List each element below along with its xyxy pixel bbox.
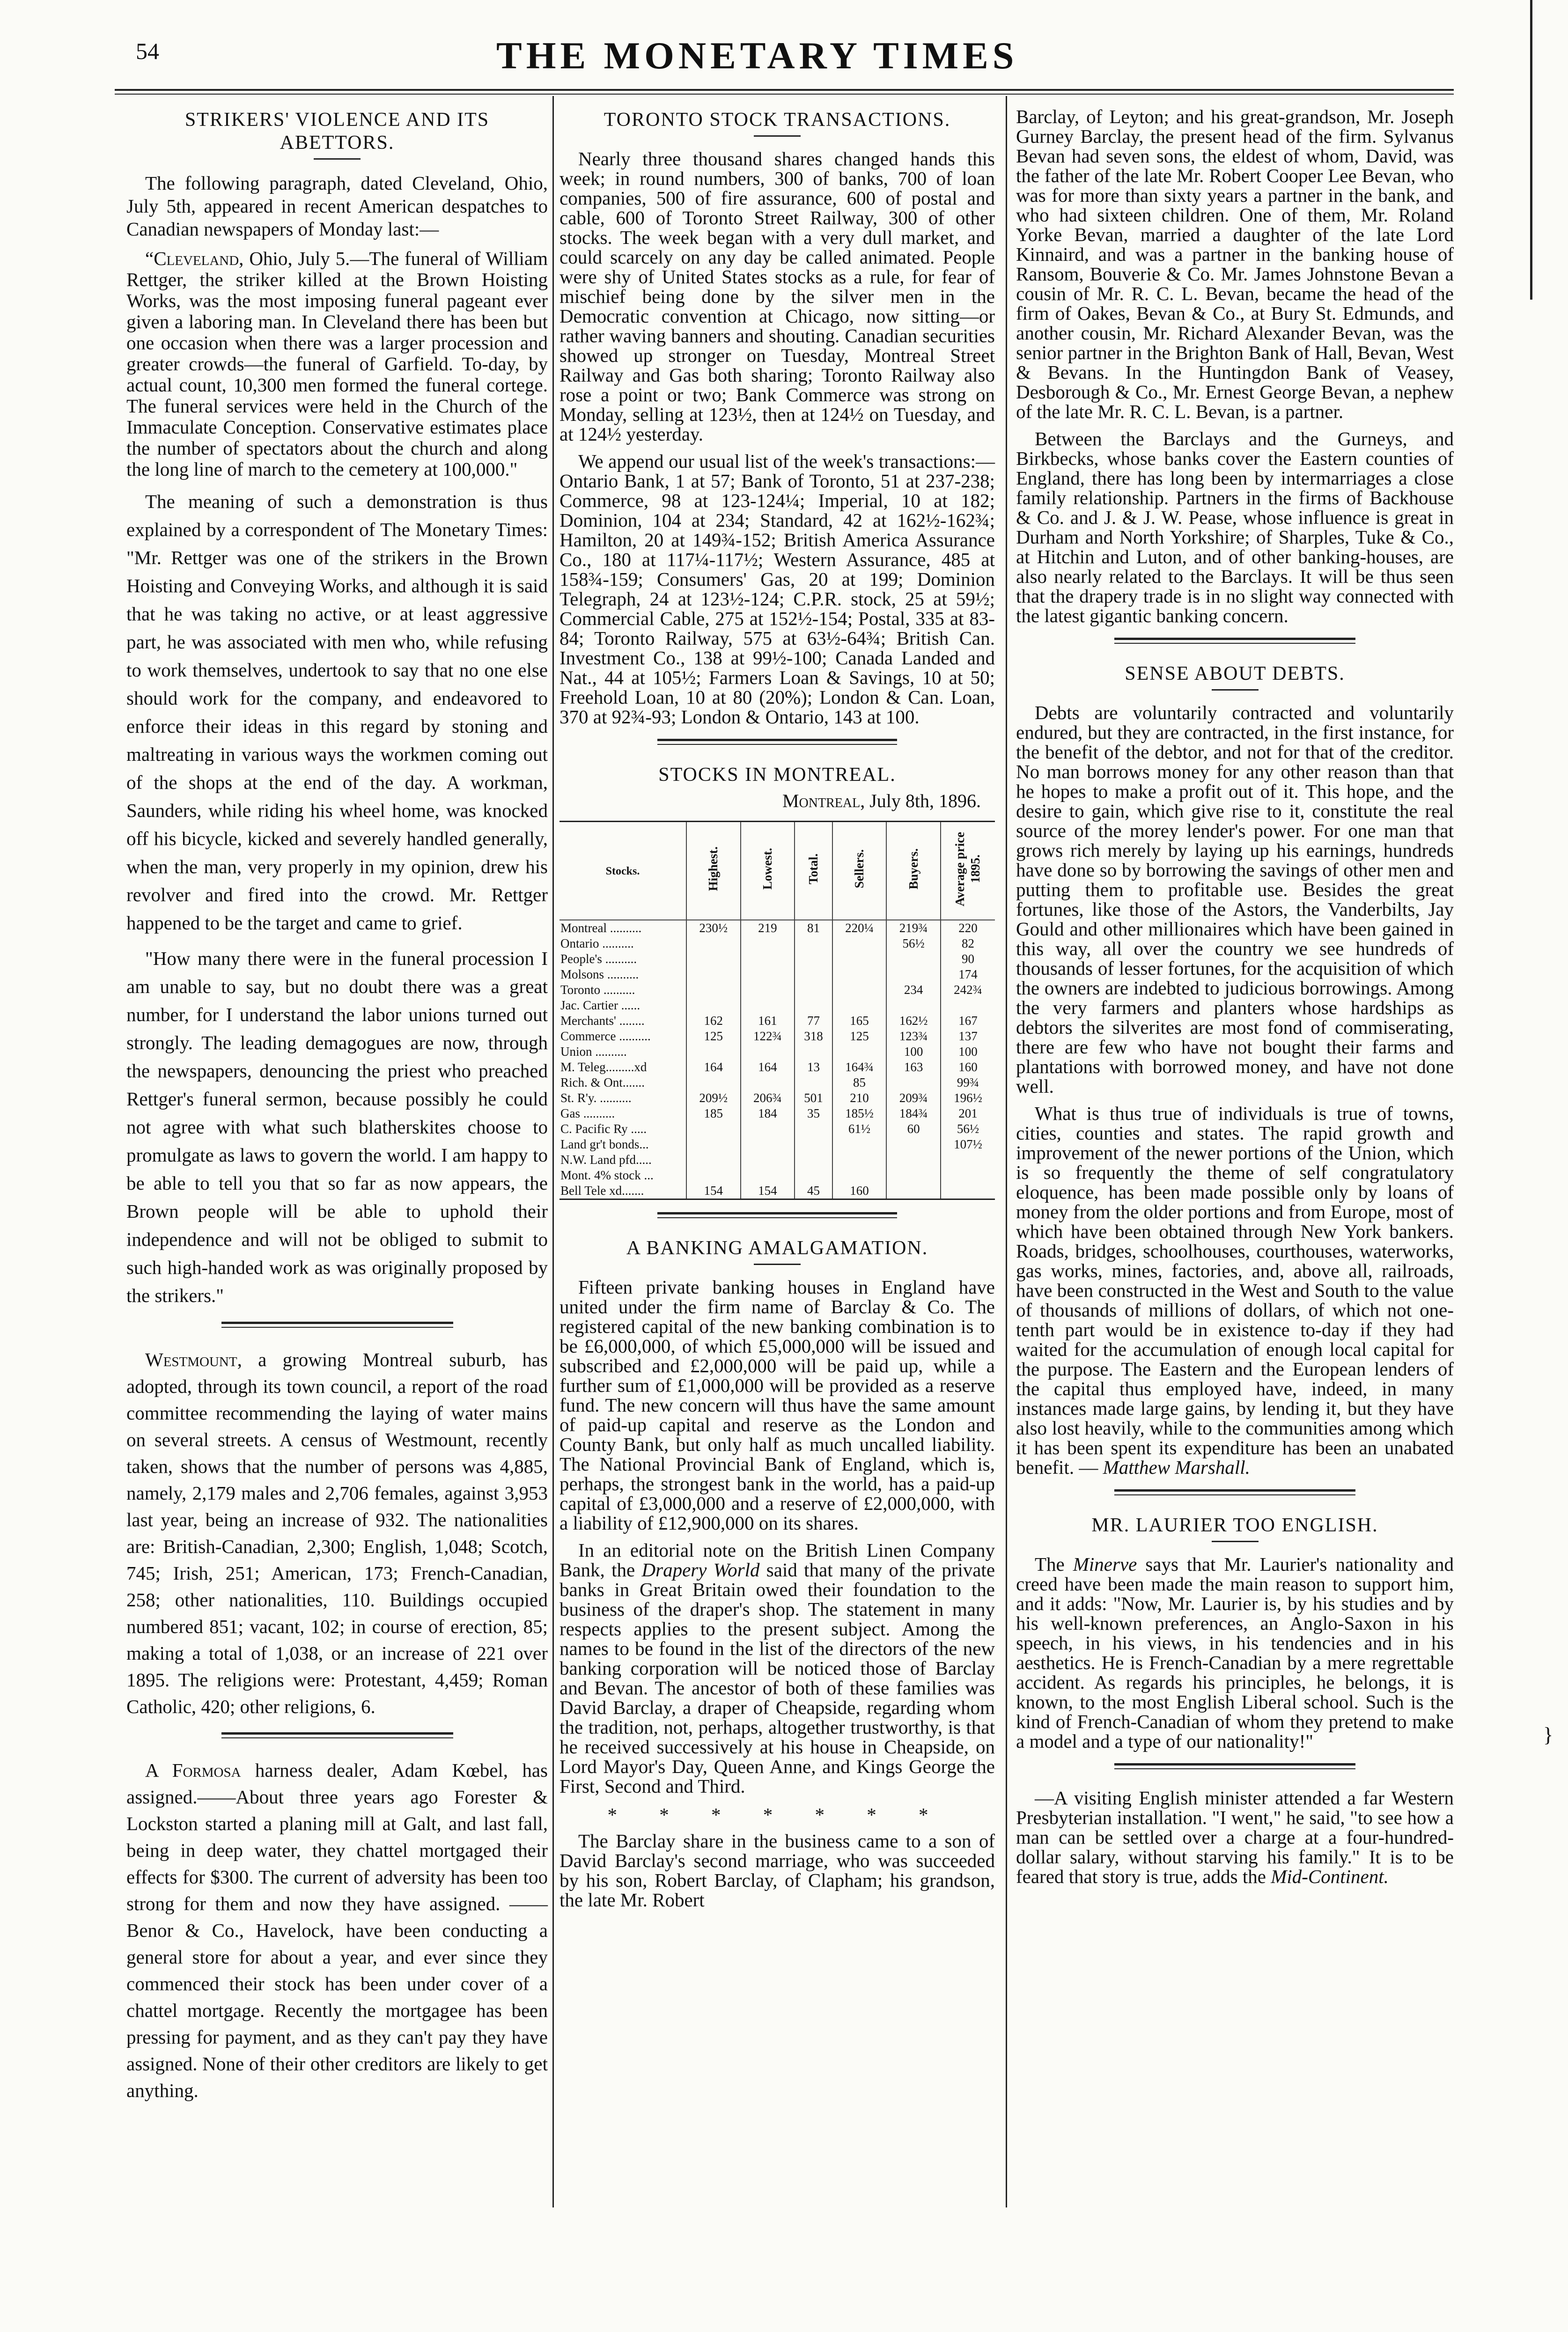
- table-row: [559, 1168, 995, 1183]
- table-cell: 160: [832, 1183, 887, 1199]
- table-cell: 107½: [941, 1137, 995, 1152]
- montreal-dateline: [559, 789, 981, 812]
- table-row: [559, 1183, 995, 1199]
- table-cell: [795, 936, 832, 951]
- barclay-continuation: Barclay, of Leyton; and his great-grandson, Mr. Joseph Gurney Barclay, the present head of the firm. Sylvanus Bevan had seven sons, the eldest of whom, David, was the father of the late Mr. Robert Cooper Lee Bevan, who was for more than sixty years a partner in the bank, and who had sixteen children. One of them, Mr. Roland Yorke Bevan, married a daughter of the late Lord Kinnaird, and was a partner in the banking house of Ransom, Bouverie & Co. Mr. James Johnstone Bevan a cousin of Mr. R. C. L. Bevan, became the head of the firm of Oakes, Bevan & Co., at Bury St. Edmunds, and another cousin, Mr. Richard Alexander Bevan, was the senior partner in the Brighton Bank of Hall, Bevan, West & Bevans. In the Huntingdon Bank of Veasey, Desborough & Co., Mr. Ernest George Bevan, a nephew of the late Mr. R. C. L. Bevan, is a partner.: [1016, 106, 1454, 422]
- table-cell: [741, 1137, 795, 1152]
- table-cell: 185: [686, 1106, 741, 1121]
- table-row: [559, 1059, 995, 1075]
- table-cell: 209¾: [886, 1090, 941, 1106]
- masthead-rule-bottom: [115, 94, 1454, 95]
- montreal-date: July 8th, 1896.: [869, 790, 981, 811]
- table-cell: 501: [795, 1090, 832, 1106]
- stock-name-cell: Bell Tele xd.......: [560, 1184, 644, 1198]
- formosa-lead: A Formosa: [145, 1759, 241, 1781]
- section-divider: [1114, 1489, 1355, 1495]
- table-cell: 154: [686, 1183, 741, 1199]
- table-cell: 164: [741, 1059, 795, 1075]
- table-cell: [886, 1075, 941, 1090]
- table-cell: [941, 1152, 995, 1168]
- column-rule-2: [1006, 96, 1007, 2207]
- section-stars: * * * * * * *: [607, 1804, 947, 1825]
- table-cell: [832, 1137, 887, 1152]
- table-cell: 196½: [941, 1090, 995, 1106]
- toronto-paragraph-1: Nearly three thousand shares changed hands this week; in round numbers, 300 of banks, 700 of loan companies, 500 of fire assurance, 600 of postal and cable, 600 of Toronto Street Railway, 300 of other stocks. The week began with a very dull market, and could scarcely on any day be called animated. People were shy of United States stocks as a rule, for fear of mischief being done by the silver men in the Democratic convention at Chicago, now sitting—or rather waving banners and shouting. Canadian securities showed up stronger on Tuesday, Montreal Street Railway and Gas both sharing; Toronto Railway also rose a point or two; Bank Commerce was strong on Monday, selling at 123½, then at 124½ on Tuesday, and at 124½ yesterday.: [559, 148, 995, 445]
- table-cell: [686, 1075, 741, 1090]
- section-divider: [221, 1322, 453, 1328]
- table-cell: 184¾: [886, 1106, 941, 1121]
- section-divider: [1114, 1763, 1355, 1769]
- table-cell: [795, 1152, 832, 1168]
- table-cell: 163: [886, 1059, 941, 1075]
- montreal-heading: STOCKS IN MONTREAL.: [658, 764, 896, 786]
- heading-dash: [1212, 1541, 1259, 1542]
- table-cell: 61½: [832, 1121, 887, 1137]
- column-rule-1: [552, 96, 554, 2207]
- table-cell: 45: [795, 1183, 832, 1199]
- stock-name-cell: Commerce ..........: [560, 1029, 651, 1043]
- stock-name-cell: People's ..........: [560, 952, 637, 966]
- montreal-dateline-lead: Montreal,: [782, 790, 865, 811]
- table-body: [559, 920, 995, 1199]
- table-cell: 161: [741, 1013, 795, 1029]
- table-header-row: [559, 822, 995, 920]
- table-row: [559, 1121, 995, 1137]
- stock-name-cell: Montreal ..........: [560, 921, 642, 935]
- table-cell: 56½: [886, 936, 941, 951]
- table-cell: 242¾: [941, 982, 995, 998]
- table-cell: [795, 1168, 832, 1183]
- table-cell: [832, 1044, 887, 1059]
- table-row: [559, 1106, 995, 1121]
- table-cell: 35: [795, 1106, 832, 1121]
- table-row: [559, 951, 995, 967]
- table-cell: 220: [941, 920, 995, 936]
- table-header-cell: [559, 822, 686, 920]
- table-cell: [795, 967, 832, 982]
- table-header-label: Highest.: [706, 846, 721, 891]
- table-cell: 174: [941, 967, 995, 982]
- minister-paragraph-text: —A visiting English minister attended a far Western Presbyterian installation. "I went," he said, "to see how a man can be settled over a charge at a four-hundred-dollar salary, without starving his family." It is to be feared that story is true, adds the: [1016, 1787, 1454, 1887]
- drapery-world-title: Drapery World: [641, 1559, 760, 1581]
- toronto-paragraph-2: We append our usual list of the week's transactions:—Ontario Bank, 1 at 57; Bank of Toronto, 51 at 237-238; Commerce, 98 at 123-124¼; Imperial, 10 at 182; Dominion, 104 at 234; Standard, 42 at 162½-162¾; Hamilton, 20 at 149¾-152; British America Assurance Co., 180 at 117¼-117½; Western Assurance, 485 at 158¾-159; Consumers' Gas, 20 at 199; Dominion Telegraph, 24 at 123½-124; C.P.R. stock, 25 at 59½; Commercial Cable, 275 at 152½-154; Postal, 335 at 83-84; Toronto Railway, 575 at 63½-64¾; British Can. Investment Co., 138 at 99½-100; Canada Landed and Nat., 44 at 105½; Farmers Loan & Savings, 10 at 50; Freehold Loan, 10 at 80 (20%); London & Can. Loan, 370 at 92¾-93; London & Ontario, 143 at 100.: [559, 450, 995, 728]
- strikers-paragraph-1: The following paragraph, dated Cleveland, Ohio, July 5th, appeared in recent American despatches to Canadian newspapers of Monday last:—: [126, 172, 548, 240]
- table-cell: 125: [832, 1029, 887, 1044]
- table-cell: [686, 967, 741, 982]
- table-cell: [686, 1137, 741, 1152]
- banking-paragraph-3: The Barclay share in the business came to a son of David Barclay's second marriage, who was succeeded by his son, Robert Barclay, of Clapham; his grandson, the late Mr. Robert: [559, 1830, 995, 1911]
- table-cell: [741, 1121, 795, 1137]
- table-cell: 100: [941, 1044, 995, 1059]
- table-cell: [795, 998, 832, 1013]
- formosa-paragraph: [126, 1757, 548, 2104]
- table-cell: [886, 967, 941, 982]
- table-row: [559, 1152, 995, 1168]
- debts-paragraph-2-text: What is thus true of individuals is true of towns, cities, counties and states. The rapid growth and improvement of the newer portions of the Union, which is so frequently the theme of self congratulatory eloquence, has been made possible only by loans of money from the older portions and from Europe, most of which have been obtained through New York bankers. Roads, bridges, schoolhouses, courthouses, waterworks, gas works, mines, factories, and, above all, railroads, have been constructed in the West and South to the value of thousands of millions of dollars, of which not one-tenth part would be in existence to-day if they had waited for the accumulation of enough local capital for the purpose. The Eastern and the European lenders of the capital thus employed have, indeed, in many instances made large gains, by lending it, but they have also lost heavily, while to the communities among which it has been spent its expenditure has been an unabated benefit. —: [1016, 1103, 1454, 1478]
- debts-paragraph-2: [1016, 1103, 1454, 1477]
- stock-name-cell: Mont. 4% stock ...: [560, 1168, 654, 1182]
- stock-name-cell: St. R'y. ..........: [560, 1091, 632, 1105]
- stock-name-cell: Merchants' ........: [560, 1014, 645, 1028]
- dateline-lead: Cleveland,: [154, 248, 244, 269]
- table-cell: 82: [941, 936, 995, 951]
- table-row: [559, 1075, 995, 1090]
- table-cell: [886, 1137, 941, 1152]
- westmount-paragraph: [126, 1346, 548, 1720]
- table-cell: 318: [795, 1029, 832, 1044]
- table-cell: [795, 1137, 832, 1152]
- table-cell: [686, 1044, 741, 1059]
- table-cell: [941, 998, 995, 1013]
- table-cell: [686, 998, 741, 1013]
- table-cell: 122¾: [741, 1029, 795, 1044]
- table-cell: 85: [832, 1075, 887, 1090]
- stock-name-cell: Rich. & Ont.......: [560, 1075, 645, 1089]
- laurier-paragraph-start: The: [1035, 1553, 1065, 1575]
- table-cell: [795, 1075, 832, 1090]
- table-header-cell: [795, 822, 832, 920]
- table-cell: 164: [686, 1059, 741, 1075]
- table-cell: 77: [795, 1013, 832, 1029]
- binding-edge: [1530, 0, 1532, 300]
- stock-name-cell: M. Teleg.........xd: [560, 1060, 647, 1074]
- stock-name-cell: C. Pacific Ry .....: [560, 1122, 647, 1136]
- table-cell: [832, 1152, 887, 1168]
- table-cell: 219¾: [886, 920, 941, 936]
- table-cell: 219: [741, 920, 795, 936]
- table-cell: 185½: [832, 1106, 887, 1121]
- table-cell: 160: [941, 1059, 995, 1075]
- table-header-label: Average price 1895.: [953, 831, 983, 906]
- banking-paragraph-2-start: In an editorial note on the British Linen Company Bank, the: [559, 1539, 995, 1581]
- table-row: [559, 967, 995, 982]
- table-cell: 201: [941, 1106, 995, 1121]
- debts-heading: SENSE ABOUT DEBTS.: [1125, 663, 1345, 684]
- table-header-cell: [686, 822, 741, 920]
- table-row: [559, 982, 995, 998]
- table-cell: 90: [941, 951, 995, 967]
- page-number: 54: [136, 38, 159, 64]
- column-2: [559, 107, 995, 1917]
- table-header-label: Sellers.: [852, 849, 867, 889]
- strikers-paragraph-3: The meaning of such a demonstration is thus explained by a correspondent of The Monetary Times: "Mr. Rettger was one of the strikers in the Brown Hoisting and Conveying Works, and although it is said that he was taking no active, or at least aggressive part, he was associated with men who, while refusing to work themselves, undertook to say that no one else should work for the company, and endeavored to enforce their ideas in this regard by stoning and maltreating in various ways the workmen coming out of the shops at the end of the day. A workman, Saunders, while riding his wheel home, was knocked off his bicycle, kicked and severely handled generally, when the man, very properly in my opinion, drew his revolver and fired into the crowd. Mr. Rettger happened to be the target and came to grief.: [126, 491, 548, 934]
- table-cell: 125: [686, 1029, 741, 1044]
- table-cell: [686, 1121, 741, 1137]
- laurier-paragraph-end: says that Mr. Laurier's nationality and creed have been made the main reason to support him, and it adds: "Now, Mr. Laurier is, by his studies and by his well-known preferences, an Anglo-Saxon in his speech, in his views, in his tendencies and in his aesthetics. He is French-Canadian by a mere regrettable accident. As regards his principles, he belongs, it is known, to the most English Liberal school. Such is the kind of French-Canadian of whom they pretend to make a model and a type of our nationality!": [1016, 1553, 1454, 1752]
- table-cell: [686, 982, 741, 998]
- banking-paragraph-2: [559, 1540, 995, 1796]
- table-header-cell: [741, 822, 795, 920]
- mid-continent-title: Mid-Continent.: [1271, 1866, 1389, 1887]
- heading-dash: [1212, 689, 1259, 691]
- table-header-cell: [886, 822, 941, 920]
- table-cell: [886, 1168, 941, 1183]
- table-cell: 167: [941, 1013, 995, 1029]
- stock-name-cell: Gas ..........: [560, 1106, 615, 1120]
- strikers-paragraph-2: “Cleveland, Ohio, July 5.—The funeral of William Rettger, the striker killed at the Brown Hoisting Works, was the most imposing funeral pageant ever given a laboring man. In Cleveland there has been but one occasion when there was a larger procession and greater crowds—the funeral of Garfield. To-day, by actual count, 10,300 men formed the funeral cortege. The funeral services were held in the Church of the Immaculate Conception. Conservative estimates place the number of spectators about the church and along the long line of march to the cemetery at 100,000.": [126, 248, 548, 480]
- table-cell: [795, 1121, 832, 1137]
- table-cell: [832, 1168, 887, 1183]
- table-cell: [795, 951, 832, 967]
- table-cell: 60: [886, 1121, 941, 1137]
- table-cell: [886, 1183, 941, 1199]
- stock-name-cell: Molsons ..........: [560, 967, 639, 981]
- minister-paragraph: [1016, 1788, 1454, 1886]
- table-cell: [741, 1075, 795, 1090]
- table-row: [559, 936, 995, 951]
- table-cell: 56½: [941, 1121, 995, 1137]
- table-header-cell: [832, 822, 887, 920]
- table-cell: 234: [886, 982, 941, 998]
- table-cell: 162½: [886, 1013, 941, 1029]
- table-cell: [886, 951, 941, 967]
- table-cell: 209½: [686, 1090, 741, 1106]
- table-cell: 210: [832, 1090, 887, 1106]
- strikers-paragraph-4: "How many there were in the funeral procession I am unable to say, but no doubt there was a great number, for I understand the labor unions turned out strongly. The leading demagogues are now, through the newspapers, denouncing the priest who preached Rettger's funeral sermon, because possibly he could not agree with what such blatherskites choose to promulgate as laws to govern the world. I am happy to be able to tell you that so far as now appears, the Brown people will be able to uphold their independence and will not be obliged to submit to such high-handed work as was originally proposed by the strikers.": [126, 948, 548, 1306]
- heading-dash: [314, 158, 361, 160]
- table-row: [559, 1090, 995, 1106]
- table-row: [559, 1044, 995, 1059]
- table-cell: [832, 998, 887, 1013]
- section-divider: [657, 739, 897, 745]
- stock-name-cell: N.W. Land pfd.....: [560, 1153, 652, 1167]
- banking-paragraph-1: Fifteen private banking houses in England have united under the firm name of Barclay & Co. The registered capital of the new banking combination is to be £6,000,000, of which £5,000,000 will be issued and subscribed and £2,000,000 will be paid up, while a further sum of £1,000,000 will be provided as a reserve fund. The new concern will thus have the same amount of paid-up capital and reserve as the London and County Bank, but only half as much uncalled liability. The National Provincial Bank of England, which is, perhaps, the strongest bank in the world, has a paid-up capital of £3,000,000 and a reserve of £2,000,000, with a liability of £12,900,000 on its shares.: [559, 1276, 995, 1534]
- section-divider: [657, 1212, 897, 1218]
- laurier-heading: MR. LAURIER TOO ENGLISH.: [1091, 1515, 1378, 1536]
- section-divider: [221, 1732, 453, 1738]
- montreal-stocks-table: [559, 821, 995, 1200]
- laurier-paragraph: [1016, 1554, 1454, 1751]
- table-header-label: Lowest.: [760, 848, 774, 890]
- strikers-paragraph-2-text: Ohio, July 5.—The funeral of William Rettger, the striker killed at the Brown Hoisting Works, was the most imposing funeral pageant ever given a laboring man. In Cleveland there has been but one occasion when there was a larger procession and greater crowds—the funeral of Garfield. To-day, by actual count, 10,300 men formed the funeral cortege. The funeral services were held in the Church of the Immaculate Conception. Conservative estimates place the number of spectators about the church and along the long line of march to the cemetery at 100,000.": [126, 248, 548, 480]
- column-3: [1016, 107, 1454, 1894]
- debts-paragraph-1: Debts are voluntarily contracted and voluntarily endured, but they are contracted, in the first instance, for the benefit of the debtor, and not for that of the creditor. No man borrows money for any other reason than that he hopes to make a profit out of it. This hope, and the desire to gain, which give rise to it, constitute the real source of the morey lender's power. For one man that grows rich merely by laying up his earnings, hundreds have done so by borrowing the savings of other men and putting them to profitable use. Besides the great fortunes, like those of the Astors, the Vanderbilts, Jay Gould and other millionaires which have been gained in this way, all over the country we see hundreds of thousands of lesser fortunes, for the acquisition of which the owners are indebted to judicious borrowings. Among the very farmers and planters whose hardships as debtors the silverites are most fond of commiserating, there are few who have not bought their farms and plantations with borrowed money, and have not done well.: [1016, 702, 1454, 1097]
- table-cell: [741, 936, 795, 951]
- table-cell: 123¾: [886, 1029, 941, 1044]
- table-cell: 230½: [686, 920, 741, 936]
- table-row: [559, 1137, 995, 1152]
- table-row: [559, 1013, 995, 1029]
- table-cell: [941, 1168, 995, 1183]
- banking-heading: A BANKING AMALGAMATION.: [626, 1237, 928, 1259]
- table-cell: 164¾: [832, 1059, 887, 1075]
- toronto-heading: TORONTO STOCK TRANSACTIONS.: [604, 109, 951, 131]
- masthead-rule-top: [115, 89, 1454, 91]
- heading-dash: [754, 135, 801, 137]
- table-cell: 184: [741, 1106, 795, 1121]
- table-cell: 220¼: [832, 920, 887, 936]
- strikers-heading: STRIKERS' VIOLENCE AND ITS ABETTORS.: [184, 109, 490, 154]
- table-cell: 81: [795, 920, 832, 936]
- table-cell: [832, 982, 887, 998]
- section-divider: [1114, 638, 1355, 644]
- table-cell: [886, 998, 941, 1013]
- table-cell: [741, 951, 795, 967]
- stock-name-cell: Land gr't bonds...: [560, 1137, 649, 1151]
- westmount-lead: Westmount,: [145, 1349, 242, 1370]
- table-header-label: Total.: [806, 853, 820, 884]
- table-cell: [941, 1183, 995, 1199]
- table-header-cell: [941, 822, 995, 920]
- westmount-text: a growing Montreal suburb, has adopted, through its town council, a report of the road committee recommending the laying of water mains on several streets. A census of Westmount, recently taken, shows that the number of persons was 4,885, namely, 2,179 males and 2,706 females, against 3,953 last year, being an increase of 932. The nationalities are: British-Canadian, 2,300; English, 1,048; Scotch, 745; Irish, 251; American, 173; French-Canadian, 258; other nationalities, 110. Buildings occupied numbered 851; vacant, 102; in course of erection, 85; making a total of 1,038, or an increase of 221 over 1895. The religions were: Protestant, 4,459; Roman Catholic, 420; other religions, 6.: [126, 1349, 548, 1717]
- stock-name-cell: Toronto ..........: [560, 983, 635, 997]
- minerve-title: Minerve: [1073, 1553, 1137, 1575]
- table-cell: [686, 1152, 741, 1168]
- table-row: [559, 998, 995, 1013]
- column-1: [126, 107, 548, 2111]
- table-cell: [741, 998, 795, 1013]
- heading-dash: [754, 1264, 801, 1265]
- table-cell: 165: [832, 1013, 887, 1029]
- table-cell: [741, 1168, 795, 1183]
- table-cell: [886, 1152, 941, 1168]
- table-cell: 154: [741, 1183, 795, 1199]
- table-cell: [741, 1152, 795, 1168]
- table-header-label: Stocks.: [605, 865, 640, 877]
- margin-mark: }: [1543, 1723, 1553, 1746]
- stock-name-cell: Jac. Cartier ......: [560, 998, 640, 1012]
- stock-name-cell: Union ..........: [560, 1045, 627, 1059]
- formosa-text: harness dealer, Adam Kœbel, has assigned.——About three years ago Forester & Lockston started a planing mill at Galt, and last fall, being in deep water, they chattel mortgaged their effects for $300. The current of adversity has been too strong for them and now they have assigned. —— Benor & Co., Havelock, have been conducting a general store for about a year, and ever since they commenced their stock has been under cover of a chattel mortgage. Recently the mortgagee has been pressing for payment, and as they can't pay they have assigned. None of their other creditors are likely to get anything.: [126, 1759, 548, 2101]
- table-row: [559, 1029, 995, 1044]
- table-cell: 100: [886, 1044, 941, 1059]
- masthead: THE MONETARY TIMES: [496, 34, 1018, 77]
- table-cell: [795, 1044, 832, 1059]
- table-cell: [686, 936, 741, 951]
- stock-name-cell: Ontario ..........: [560, 936, 634, 950]
- table-header-label: Buyers.: [906, 848, 920, 890]
- table-cell: [741, 1044, 795, 1059]
- banking-paragraph-2-end: said that many of the private banks in Great Britain owed their foundation to the business of the draper's shop. The statement in many respects applies to the present subject. Among the names to be found in the list of the directors of the new banking corporation will be noticed those of Barclay and Bevan. The ancestor of both of these families was David Barclay, a draper of Cheapside, regarding whom the tradition, not, perhaps, altogether trustworthy, is that he received successively at his house in Cheapside, on Lord Mayor's Day, Queen Anne, and Kings George the First, Second and Third.: [559, 1559, 995, 1797]
- table-cell: [795, 982, 832, 998]
- table-cell: [741, 967, 795, 982]
- table-cell: [686, 1168, 741, 1183]
- table-cell: 206¾: [741, 1090, 795, 1106]
- table-cell: [686, 951, 741, 967]
- table-cell: [832, 936, 887, 951]
- table-cell: 99¾: [941, 1075, 995, 1090]
- debts-author: Matthew Marshall.: [1103, 1457, 1250, 1478]
- table-cell: [832, 967, 887, 982]
- table-cell: 162: [686, 1013, 741, 1029]
- table-cell: [741, 982, 795, 998]
- barclay-paragraph-2: Between the Barclays and the Gurneys, and Birkbecks, whose banks cover the Eastern counties of England, there has long been by intermarriages a close family relationship. Partners in the firms of Backhouse & Co. and J. & J. W. Pease, whose influence is great in Durham and North Yorkshire; of Sharples, Tuke & Co., at Hitchin and Luton, and of other banking-houses, are also nearly related to the Barclays. It will be thus seen that the drapery trade is in no slight way connected with the latest gigantic banking concern.: [1016, 428, 1454, 626]
- table-row: [559, 920, 995, 936]
- table-cell: 13: [795, 1059, 832, 1075]
- table-cell: 137: [941, 1029, 995, 1044]
- table-cell: [832, 951, 887, 967]
